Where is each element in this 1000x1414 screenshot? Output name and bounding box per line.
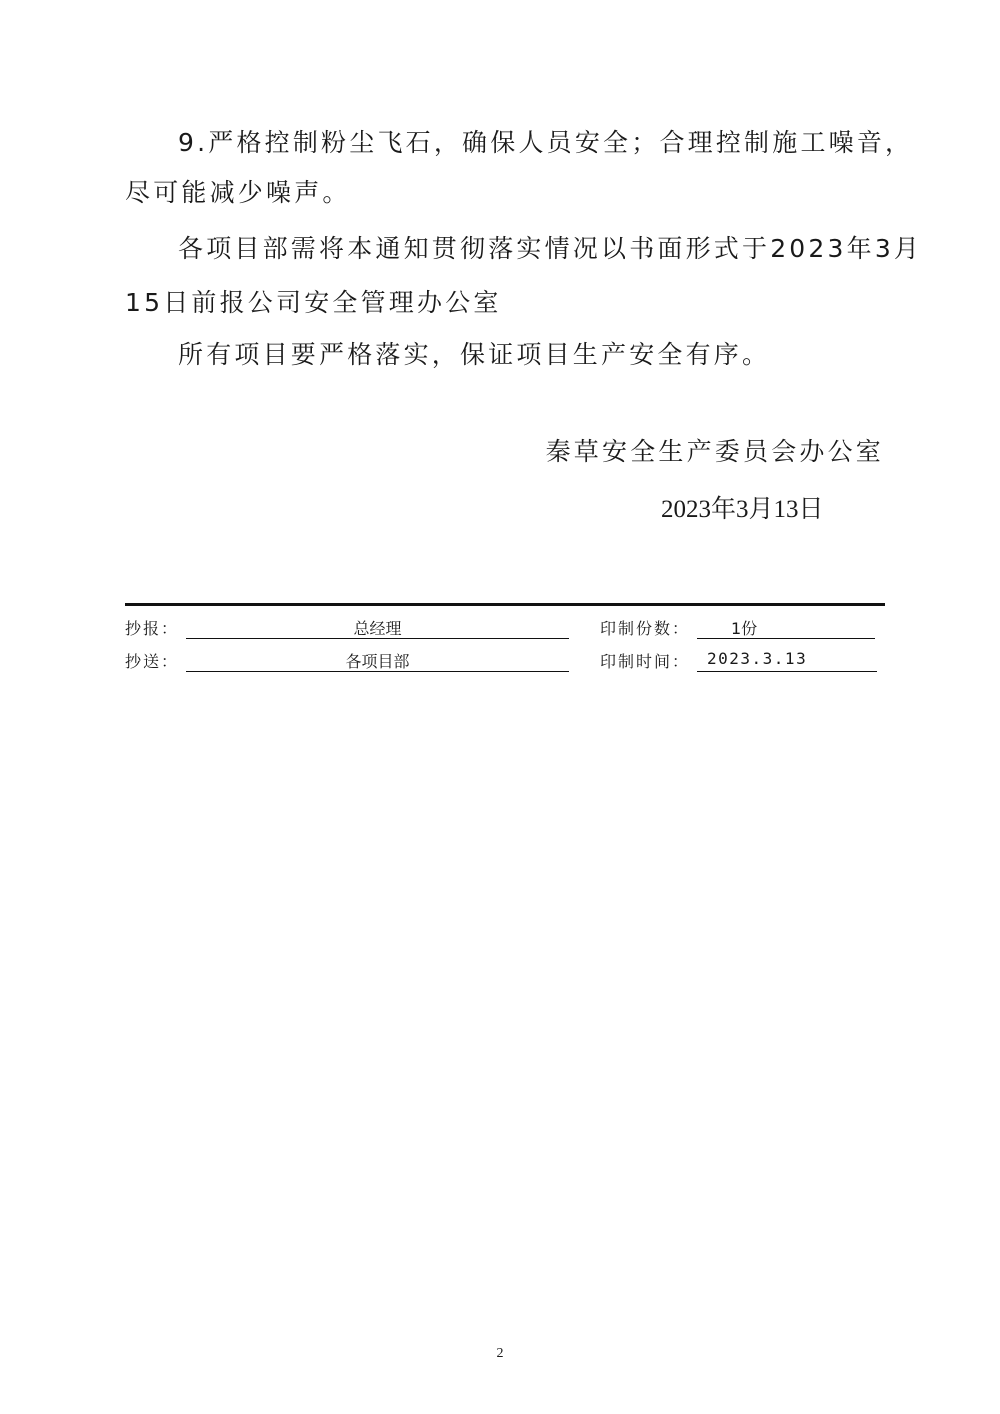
report-instruction-line-2: 15日前报公司安全管理办公室 xyxy=(125,288,502,317)
print-time-label: 印制时间： xyxy=(600,652,691,671)
report-to-value: 总经理 xyxy=(353,619,402,638)
print-time-field xyxy=(697,649,877,672)
report-to-field xyxy=(186,616,569,639)
report-instruction-line-1: 各项目部需将本通知贯彻落实情况以书面形式于2023年3月 xyxy=(178,234,923,263)
distribution-row-1 xyxy=(125,616,885,640)
copies-label: 印制份数： xyxy=(600,619,691,638)
item-9-line-1: 9.严格控制粉尘飞石，确保人员安全；合理控制施工噪音， xyxy=(178,128,914,157)
send-to-label: 抄送： xyxy=(125,652,180,671)
closing-statement: 所有项目要严格落实，保证项目生产安全有序。 xyxy=(178,340,771,369)
send-to-field xyxy=(186,649,569,672)
issuing-office: 秦草安全生产委员会办公室 xyxy=(545,437,884,466)
distribution-divider xyxy=(125,603,885,606)
print-time-value: 2023.3.13 xyxy=(707,649,808,668)
copies-value: 1份 xyxy=(731,619,758,638)
send-to-value: 各项目部 xyxy=(345,652,410,671)
copies-field xyxy=(697,616,875,639)
item-9-line-2: 尽可能减少噪声。 xyxy=(125,178,351,207)
distribution-row-2 xyxy=(125,649,885,673)
report-to-label: 抄报： xyxy=(125,619,180,638)
page-number: 2 xyxy=(496,1346,504,1361)
issue-date: 2023年3月13日 xyxy=(661,496,824,523)
